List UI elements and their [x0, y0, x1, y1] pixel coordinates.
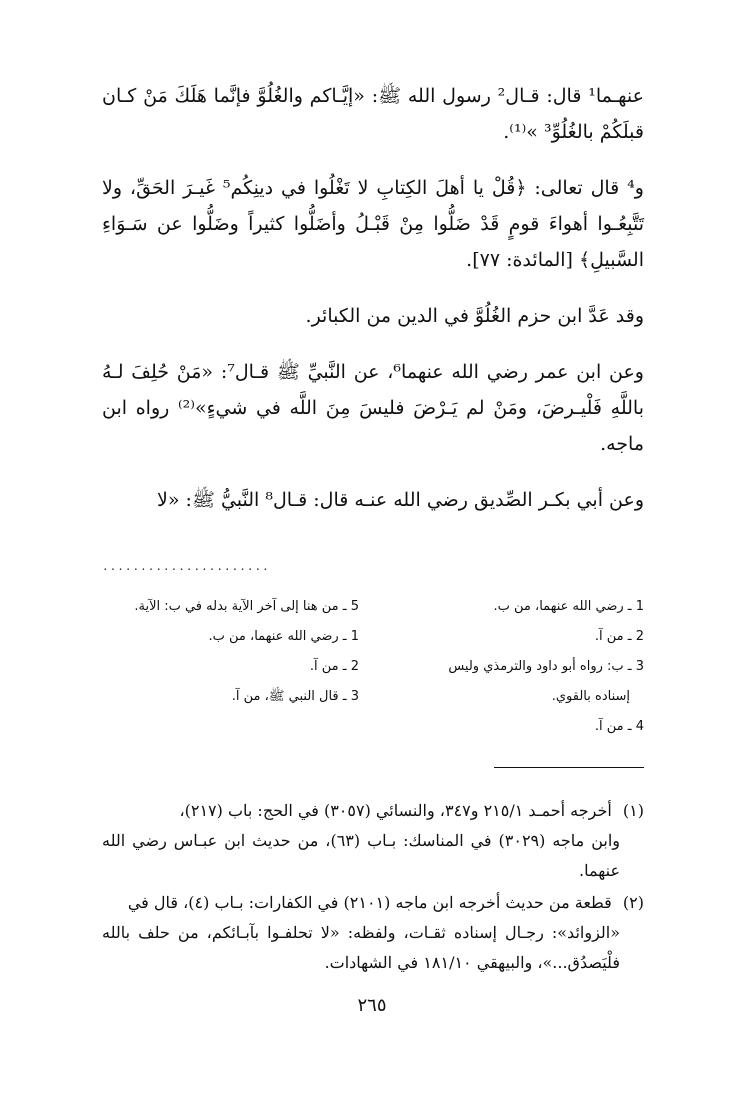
main-text: [102, 78, 644, 538]
variant-note: 3 ـ قال النبي ﷺ، من آ.: [231, 689, 359, 704]
variant-note: 3 ـ ب: رواه أبو داود والترمذي وليس: [448, 659, 644, 674]
footnote-text: قطعة من حديث أخرجه ابن ماجه (٢١٠١) في الكفارات: بـاب (٤)، قال في: [127, 893, 612, 912]
variant-note: 2 ـ من آ.: [309, 659, 359, 674]
footnote-number: (٢): [622, 893, 644, 912]
variant-note: 1 ـ رضي الله عنهما، من ب.: [208, 629, 359, 644]
dotted-separator: ......................: [102, 560, 270, 573]
variant-note-continuation: إسناده بالقوي.: [551, 689, 630, 704]
variant-notes-right: [394, 592, 644, 742]
variant-note: 4 ـ من آ.: [594, 719, 644, 734]
footnote-number: (١): [622, 801, 644, 820]
paragraph-5: وعن أبي بكـر الصِّديق رضي الله عنـه قال: قـال⁸ النَّبيُّ ﷺ: «لا: [157, 489, 644, 511]
footnote-continuation: «الزوائد»: رجـال إسناده ثقـات، ولفظه: «لا تحلفـوا بآبـائكم، من حلف بالله فلْيَصدُق...»، والبيهقي ١٨١/١٠ في الشهادات.: [102, 923, 620, 972]
variant-note: 5 ـ من هنا إلى آخر الآية بدله في ب: الآية.: [134, 599, 359, 614]
footnote-rule: [494, 767, 644, 768]
footnote-2: [102, 888, 644, 978]
paragraph-1: عنهـما¹ قال: قـال² رسول الله ﷺ: «إيَّـاكم والغُلُوَّ فإنَّما هَلَكَ مَنْ كـان قبلَكُمْ بالغُلُوِّ³ »⁽¹⁾.: [102, 85, 644, 143]
paragraph-2: و⁴ قال تعالى: ﴿قُلْ يا أهلَ الكِتابِ لا تَغْلُوا في دينِكُم⁵ غَيـرَ الحَقِّ، ولا تَتَّبِعُـوا أهواءَ قومٍ قَدْ ضَلُّوا مِنْ قَبْـلُ وأضَلُّوا كثيراً وضَلُّوا عن سَـوَاءِ السَّبيلِ﴾ [المائدة: ٧٧].: [102, 177, 644, 271]
footnote-text: أخرجه أحمـد ٢١٥/١ و٣٤٧، والنسائي (٣٠٥٧) في الحج: باب (٢١٧)،: [179, 801, 612, 820]
paragraph-3: وقد عَدَّ ابن حزم الغُلُوَّ في الدين من الكبائر.: [305, 305, 644, 327]
paragraph-4: وعن ابن عمر رضي الله عنهما⁶، عن النَّبيِّ ﷺ قـال⁷: «مَنْ حُلِفَ لـهُ باللَّهِ فَلْيـرضَ، ومَنْ لم يَـرْضَ فليسَ مِنَ اللَّه في شيءٍ»⁽²⁾ رواه ابن ماجه.: [102, 361, 644, 455]
variant-note: 2 ـ من آ.: [594, 629, 644, 644]
variant-notes-left: [99, 592, 359, 712]
variant-note: 1 ـ رضي الله عنهما، من ب.: [493, 599, 644, 614]
footnote-1: [102, 796, 644, 886]
footnote-continuation: وابن ماجه (٣٠٢٩) في المناسك: بـاب (٦٣)، من حديث ابن عبـاس رضي الله عنهما.: [102, 831, 620, 880]
footnotes: [102, 796, 644, 980]
page-number: ٢٦٥: [357, 995, 387, 1016]
